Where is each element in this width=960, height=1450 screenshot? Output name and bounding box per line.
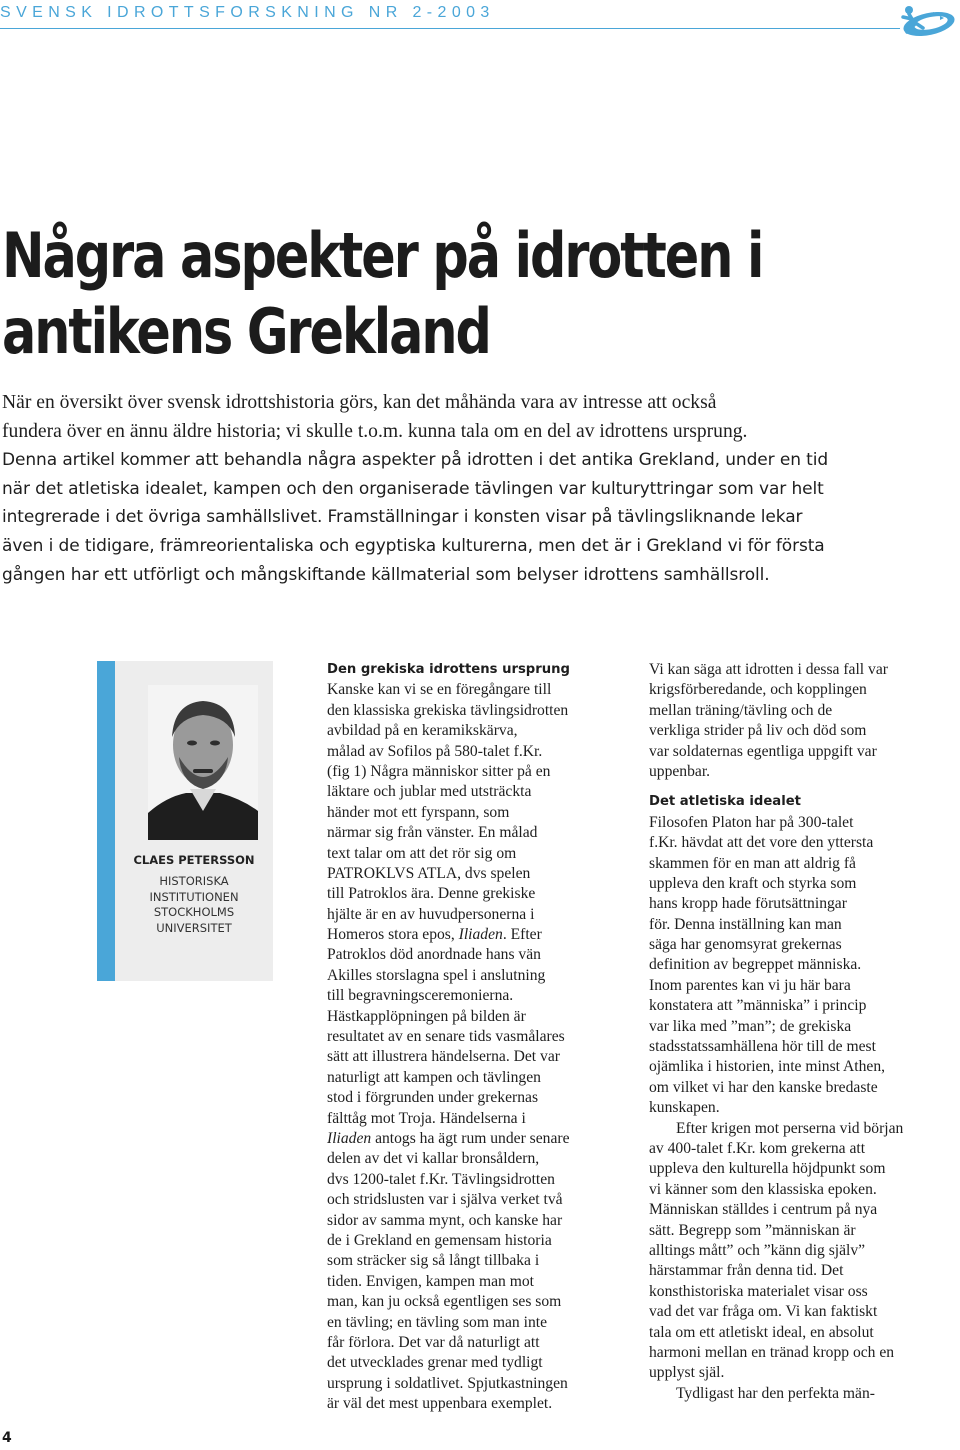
affiliation-line: UNIVERSITET bbox=[156, 920, 232, 935]
text-line: Människan ställdes i centrum på nya bbox=[649, 1201, 878, 1219]
work-title: Iliaden bbox=[458, 926, 503, 944]
text-line: skammen för en man att aldrig få bbox=[649, 854, 856, 872]
text-line: stadsstatssamhällena hör till de mest bbox=[649, 1038, 876, 1056]
text-line: till begravningsceremonierna. bbox=[327, 987, 514, 1005]
text-line: vi känner som den klassiska epoken. bbox=[649, 1180, 877, 1198]
sidebar-accent-bar bbox=[97, 661, 115, 981]
text-line: vad det var fråga om. Vi kan faktiskt bbox=[649, 1303, 878, 1321]
text-line: ojämlika i historien, inte minst Athen, bbox=[649, 1058, 886, 1076]
intro-line: fundera över en ännu äldre historia; vi skulle t.o.m. kunna tala om en del av idrottens ursprung. bbox=[2, 420, 748, 442]
text-line: en tävling; en tävling som man inte bbox=[327, 1313, 548, 1331]
text-line: avbildad på en keramikskärva, bbox=[327, 722, 518, 740]
text-line: får förlora. Det var då naturligt att bbox=[327, 1333, 540, 1351]
text-line: Kanske kan vi se en föregångare till bbox=[327, 681, 552, 699]
text-line: naturligt att kampen och tävlingen bbox=[327, 1068, 541, 1086]
intro-line: integrerade i det övriga samhällslivet. Framställningar i konsten visar på tävlingsliknande lekar bbox=[2, 507, 803, 528]
text-line: man, kan ju också egentligen ses som bbox=[327, 1293, 562, 1311]
intro-line: Denna artikel kommer att behandla några aspekter på idrotten i det antika Grekland, under en tid bbox=[2, 450, 829, 471]
text-line: Filosofen Platon har på 300-talet bbox=[649, 813, 854, 831]
text-line: som sträcker sig så långt tillbaka i bbox=[327, 1252, 540, 1270]
text-line: tala om ett atletiskt ideal, en absolut bbox=[649, 1323, 874, 1341]
text-line: resultatet av en senare tids vasmålares bbox=[327, 1028, 565, 1046]
intro-line: gången har ett utförligt och mångskiftande källmaterial som belyser idrottens samhällsroll. bbox=[2, 564, 770, 585]
text-line: (fig 1) Några människor sitter på en bbox=[327, 762, 551, 780]
text-line: Homeros stora epos, Iliaden. Efter bbox=[327, 926, 542, 944]
text-line: konsthistoriska materialet visar oss bbox=[649, 1282, 868, 1300]
text-line: det utvecklades grenar med tydligt bbox=[327, 1354, 543, 1372]
text-line: härstammar från denna tid. Det bbox=[649, 1262, 844, 1280]
text-line: hans kropp hade förutsättningar bbox=[649, 895, 847, 913]
text-line: Vi kan säga att idrotten i dessa fall var bbox=[649, 661, 888, 678]
text-line: Inom parentes kan vi ju här bara bbox=[649, 976, 851, 994]
column-3-paragraph-2 bbox=[649, 813, 903, 1119]
text-line: är väl det mest uppenbara exemplet. bbox=[327, 1395, 553, 1413]
page-number: 4 bbox=[2, 1430, 12, 1446]
text-line: sidor av samma mynt, och kanske har bbox=[327, 1211, 563, 1229]
text-line: uppleva den kulturella höjdpunkt som bbox=[649, 1160, 886, 1178]
text-line: närmar sig från vänster. En målad bbox=[327, 824, 538, 842]
section-heading: Det atletiska idealet bbox=[649, 794, 801, 810]
text-line: sätt. Begrepp som ”människan är bbox=[649, 1221, 856, 1239]
text-line: kunskapen. bbox=[649, 1099, 720, 1117]
text-line: ursprung i soldatlivet. Spjutkastningen bbox=[327, 1374, 568, 1392]
text-line: de i Grekland en gemensam historia bbox=[327, 1231, 552, 1249]
title-line-2: antikens Grekland bbox=[2, 295, 490, 368]
text-line: alltings mått” och ”känn dig själv” bbox=[649, 1241, 866, 1259]
journal-logo-icon bbox=[893, 2, 957, 40]
affiliation-line: HISTORISKA bbox=[159, 874, 229, 888]
text-line: dvs 1200-talet f.Kr. Tävlingsidrotten bbox=[327, 1170, 555, 1188]
text-line: uppleva den kraft och styrka som bbox=[649, 874, 857, 892]
text-line: PATROKLVS ATLA, dvs spelen bbox=[327, 864, 531, 882]
title-line-1: Några aspekter på idrotten i bbox=[2, 219, 763, 292]
text-line: f.Kr. hävdat att det vore den yttersta bbox=[649, 834, 874, 852]
text-line: fälttåg mot Troja. Händelserna i bbox=[327, 1109, 526, 1127]
text-line: för. Denna inställning kan man bbox=[649, 915, 842, 933]
text-line: Akilles storslagna spel i anslutning bbox=[327, 966, 546, 984]
section-gap bbox=[649, 782, 903, 792]
text-line: Iliaden antogs ha ägt rum under senare bbox=[327, 1129, 570, 1147]
text-line: krigsförberedande, och kopplingen bbox=[649, 681, 867, 699]
text-line: upplyst själ. bbox=[649, 1364, 725, 1382]
column-3-paragraph-4 bbox=[649, 1384, 903, 1404]
text-line: var lika med ”man”; de grekiska bbox=[649, 1017, 852, 1035]
text-line: konstatera att ”människa” i princip bbox=[649, 997, 867, 1015]
intro-line: när det atletiska idealet, kampen och den organiserade tävlingen var kulturyttringar som var helt bbox=[2, 478, 824, 499]
text-line: definition av begreppet människa. bbox=[649, 956, 862, 974]
column-2-text bbox=[327, 680, 570, 1414]
text-line: av 400-talet f.Kr. kom grekerna att bbox=[649, 1139, 866, 1157]
text-line: om vilket vi har den kanske bredaste bbox=[649, 1078, 878, 1096]
body-column-2 bbox=[327, 660, 570, 1414]
column-3-paragraph-1 bbox=[649, 660, 903, 782]
work-title: Iliaden bbox=[327, 1129, 372, 1147]
text-line: var soldaternas egentliga uppgift var bbox=[649, 742, 877, 760]
text-line: hjälte är en av huvudpersonerna i bbox=[327, 905, 535, 923]
header-rule bbox=[0, 28, 900, 29]
section-heading: Den grekiska idrottens ursprung bbox=[327, 662, 570, 677]
intro-paragraph bbox=[2, 389, 957, 589]
text-line: verkliga strider på liv och död som bbox=[649, 722, 867, 740]
text-line: och stridslusten var i själva verket två bbox=[327, 1191, 563, 1209]
text-line: Tydligast har den perfekta män- bbox=[676, 1384, 875, 1402]
text-line: till Patroklos ära. Denne grekiske bbox=[327, 885, 536, 903]
article-title bbox=[2, 218, 937, 370]
affiliation-line: STOCKHOLMS bbox=[153, 905, 235, 919]
text-line: text talar om att det rör sig om bbox=[327, 844, 517, 862]
intro-line: När en översikt över svensk idrottshistoria görs, kan det måhända vara av intresse att också bbox=[2, 392, 717, 413]
text-line: mellan träning/tävling och de bbox=[649, 701, 833, 719]
text-line: målad av Sofilos på 580-talet f.Kr. bbox=[327, 742, 543, 760]
text-line: läktare och jublar med utsträckta bbox=[327, 783, 532, 801]
text-line: stod i förgrunden under grekernas bbox=[327, 1089, 539, 1107]
affiliation-line: INSTITUTIONEN bbox=[149, 889, 239, 904]
journal-title: SVENSK IDROTTSFORSKNING NR 2-2003 bbox=[0, 4, 495, 21]
text-line: tiden. Envigen, kampen man mot bbox=[327, 1272, 535, 1290]
text-line: sätt att illustrera händelserna. Det var bbox=[327, 1048, 560, 1066]
text-line: delen av det vi kallar bronsåldern, bbox=[327, 1150, 540, 1168]
text-line: harmoni mellan en tränad kropp och en bbox=[649, 1343, 895, 1361]
body-column-3 bbox=[649, 660, 903, 1404]
text-line: händer mot ett fyrspann, som bbox=[327, 803, 510, 821]
running-header bbox=[0, 4, 960, 44]
text-line: uppenbar. bbox=[649, 762, 711, 780]
intro-line: även i de tidigare, främreorientaliska och egyptiska kulturerna, men det är i Grekland vi för första bbox=[2, 535, 825, 556]
text-line: Patroklos död anordnade hans vän bbox=[327, 946, 541, 964]
text-line: säga har genomsyrat grekernas bbox=[649, 936, 842, 954]
author-affiliation bbox=[118, 874, 270, 936]
author-name: CLAES PETERSSON bbox=[133, 853, 255, 867]
text-line: Hästkapplöpningen på bilden är bbox=[327, 1007, 526, 1025]
text-line: Efter krigen mot perserna vid början bbox=[676, 1119, 904, 1137]
author-photo bbox=[148, 685, 258, 840]
text-line: den klassiska grekiska tävlingsidrotten bbox=[327, 701, 569, 719]
column-3-paragraph-3 bbox=[649, 1119, 903, 1384]
